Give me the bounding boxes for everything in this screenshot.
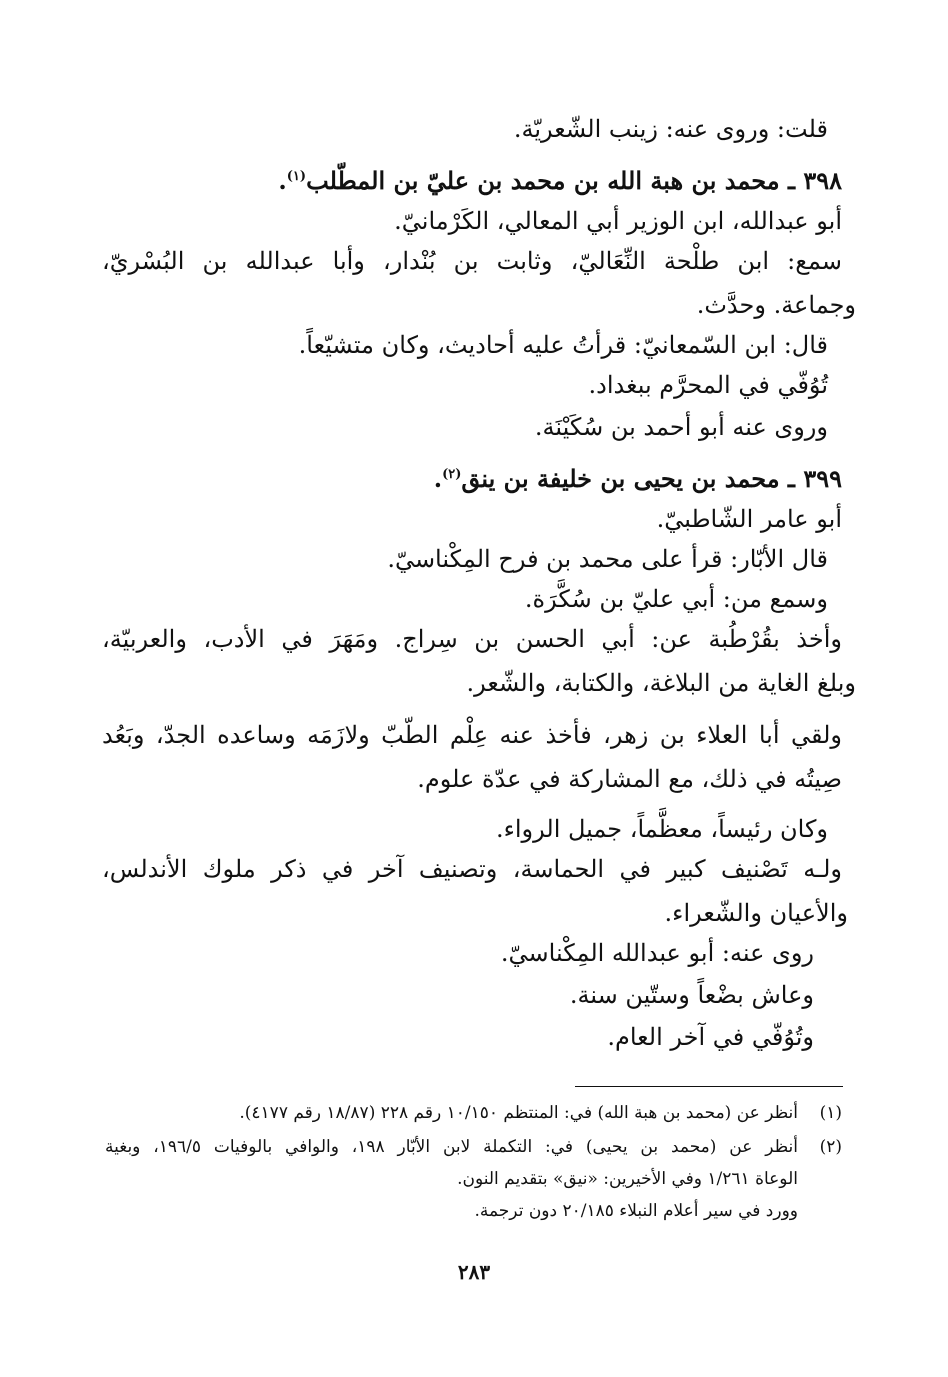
text-line: تُوُفّي في المحرَّم ببغداد. (588, 371, 828, 399)
page-number: ٢٨٣ (457, 1260, 491, 1284)
entry-399-heading: ٣٩٩ ـ محمد بن يحيى بن خليفة بن ينق$^{(٢)}$. (433, 464, 842, 493)
text-line: وسمع من: أبي عليّ بن سُكَّرَة. (524, 585, 828, 613)
footnote-2-number: (٢) (819, 1137, 842, 1157)
text-line: سمع: ابن طلْحة النِّعَاليّ، وثابت بن بُنْدار، وأبا عبدالله بن البُسْريّ، (102, 247, 842, 275)
text-line: وتُوُفّي في آخر العام. (607, 1023, 814, 1051)
footnote-separator (575, 1086, 843, 1087)
footnote-ref-2[interactable]: (٢) (442, 467, 462, 482)
footnote-ref-1[interactable]: (١) (286, 169, 307, 184)
footnote-1: أنظر عن (محمد بن هبة الله) في: المنتظم ١٠/١٥٠ رقم ٢٢٨ (١٨/٨٧ رقم ٤١٧٧). (239, 1103, 798, 1123)
text-line: صِيتُه في ذلك، مع المشاركة في عدّة علوم. (417, 765, 842, 793)
text-line: وجماعة. وحدَّث. (696, 291, 856, 319)
footnote-2-line-1: أنظر عن (محمد بن يحيى) في: التكملة لابن الأبّار ١٩٨، والوافي بالوفيات ١٩٦/٥، وبغية (105, 1137, 798, 1157)
text-line: أبو عبدالله، ابن الوزير أبي المعالي، الكَرْمانيّ. (394, 207, 842, 235)
footnote-2-line-2: الوعاة ١/٢٦١ وفي الأخيرين: «نيق» بتقديم النون. (457, 1169, 798, 1189)
footnote-2-line-3: وورد في سير أعلام النبلاء ٢٠/١٨٥ دون ترجمة. (474, 1201, 798, 1221)
entry-399-title: ٣٩٩ ـ محمد بن يحيى بن خليفة بن ينق (461, 464, 842, 493)
text-line: وروى عنه أبو أحمد بن سُكَيْنَة. (534, 413, 828, 441)
text-line: روى عنه: أبو عبدالله المِكْناسيّ. (500, 939, 814, 967)
text-line: ولـه تَصْنيف كبير في الحماسة، وتصنيف آخر في ذكر ملوك الأندلس، (102, 855, 842, 883)
text-line: قلت: وروى عنه: زينب الشّعريّة. (513, 115, 828, 143)
text-line: وبلغ الغاية من البلاغة، والكتابة، والشّعر. (466, 669, 856, 697)
footnote-1-number: (١) (819, 1103, 842, 1123)
text-line: أبو عامر الشّاطبيّ. (656, 505, 842, 533)
text-line: قال الأبّار: قرأ على محمد بن فرح المِكْناسيّ. (387, 545, 828, 573)
text-line: وكان رئيساً، معظَّماً، جميل الرواء. (495, 815, 828, 843)
text-line: ولقي أبا العلاء بن زهر، فأخذ عنه عِلْم الطّبّ ولازَمَه وساعده الجدّ، وبَعُد (102, 721, 842, 749)
entry-398-heading: ٣٩٨ ـ محمد بن هبة الله بن محمد بن عليّ بن المطّلب$^{(١)}$. (278, 166, 842, 195)
text-line: والأعيان والشّعراء. (664, 899, 848, 927)
text-line: قال: ابن السّمعانيّ: قرأتُ عليه أحاديث، وكان متشيّعاً. (298, 331, 828, 359)
entry-398-title: ٣٩٨ ـ محمد بن هبة الله بن محمد بن عليّ بن المطّلب (306, 166, 842, 195)
text-line: وأخذ بقُرْطُبة عن: أبي الحسن بن سِراج. ومَهَرَ في الأدب، والعربيّة، (102, 625, 842, 653)
text-line: وعاش بضْعاً وستّين سنة. (569, 981, 814, 1009)
